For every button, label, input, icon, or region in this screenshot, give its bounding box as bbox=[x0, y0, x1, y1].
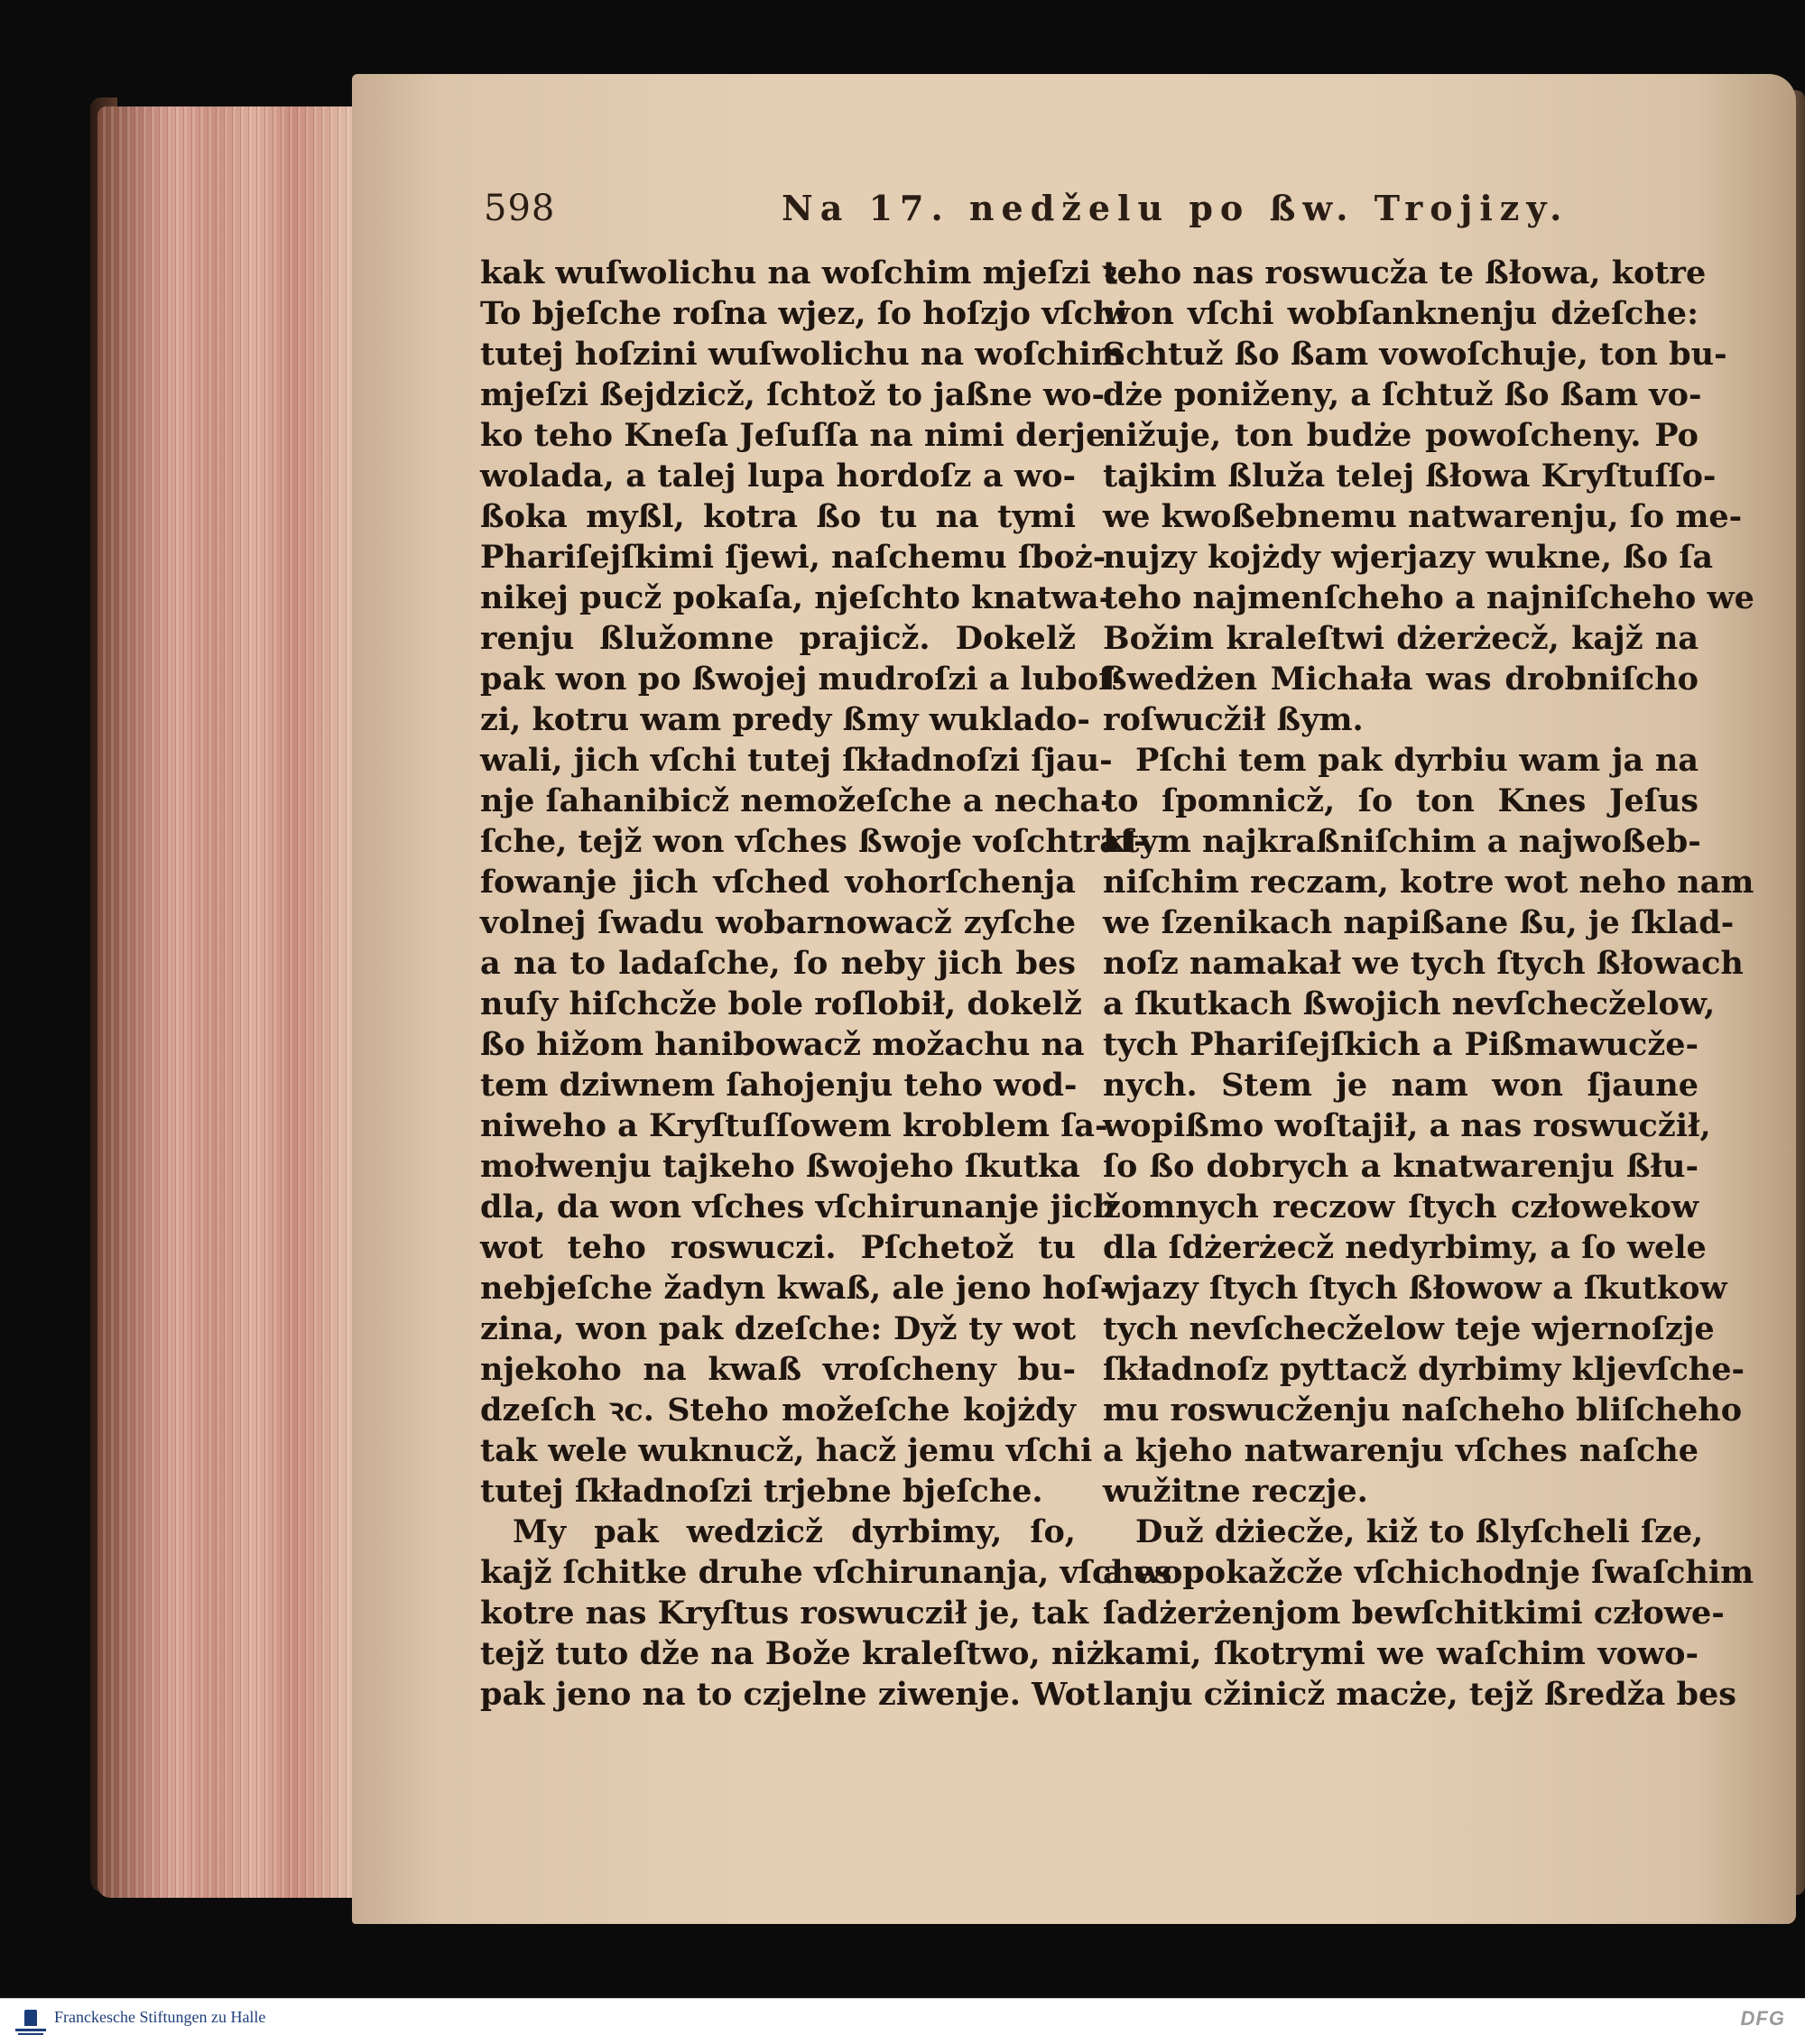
text-line: wali, jich vſchi tutej ſkładnoſzi ſjau- bbox=[480, 742, 1113, 779]
text-line: Pſchi tem pak dyrbiu wam ja na bbox=[1135, 742, 1699, 779]
text-line: we kwoßebnemu natwarenju, ſo me- bbox=[1103, 498, 1743, 535]
text-line: won vſchi wobſanknenju dżeſche: bbox=[1103, 295, 1699, 332]
text-line: mu roswucženju naſcheho bliſcheho bbox=[1103, 1392, 1743, 1429]
text-line: tajkim ßluža telej ßłowa Kryſtuſſo- bbox=[1103, 458, 1717, 495]
text-line: nebjeſche žadyn kwaß, ale jeno hoſ- bbox=[480, 1270, 1114, 1307]
left-text-column bbox=[480, 253, 1172, 1715]
text-line: tutej hoſzini wuſwolichu na woſchim bbox=[480, 336, 1125, 373]
text-line: dla, da won vſches vſchirunanje jich bbox=[480, 1188, 1116, 1225]
page-header bbox=[484, 188, 1569, 233]
text-line: ßo hižom hanibowacž možachu na bbox=[480, 1026, 1085, 1063]
text-line: Schtuž ßo ßam vowoſchuje, ton bu- bbox=[1103, 336, 1727, 373]
text-line: kak wuſwolichu na woſchim mjeſzi ꝛc. bbox=[480, 254, 1148, 291]
text-line: volnej ſwadu wobarnowacž zyſche bbox=[480, 904, 1076, 941]
text-line: to ſpomnicž, ſo ton Knes Jeſus bbox=[1103, 782, 1699, 819]
text-line: a ſkutkach ßwojich nevſchecželow, bbox=[1103, 985, 1716, 1022]
text-line: pak jeno na to czjelne ziwenje. Wot bbox=[480, 1676, 1101, 1713]
running-head: Na 17. nedželu po ßw. Trojizy. bbox=[782, 188, 1569, 228]
text-line: dzeſch ꝛc. Steho možeſche kojżdy bbox=[480, 1392, 1076, 1429]
text-line: ko teho Kneſa Jeſuſſa na nimi derje bbox=[480, 417, 1106, 454]
text-line: tych Phariſejſkich a Pißmawucže- bbox=[1103, 1026, 1699, 1063]
text-line: ſche, tejž won vſches ßwoje voſchtraſ- bbox=[480, 823, 1147, 860]
text-line: tutej ſkładnoſzi trjebne bjeſche. bbox=[480, 1473, 1043, 1510]
text-line: fowanje jich vſched vohorſchenja bbox=[480, 864, 1076, 901]
text-line: nujzy kojżdy wjerjazy wukne, ßo ſa bbox=[1103, 539, 1714, 576]
text-line: teho nas roswucža te ßłowa, kotre bbox=[1103, 254, 1707, 291]
text-line: mjeſzi ßejdzicž, ſchtož to jaßne wo- bbox=[480, 376, 1106, 413]
text-line: kotre nas Kryſtus roswucził je, tak bbox=[480, 1595, 1089, 1632]
text-line: ktym najkraßniſchim a najwoßeb- bbox=[1103, 823, 1701, 860]
text-line: mołwenju tajkeho ßwojeho ſkutka bbox=[480, 1148, 1080, 1185]
text-line: Phariſejſkimi ſjewi, naſchemu ſboż- bbox=[480, 539, 1106, 576]
text-line: tych nevſchecželow teje wjernoſzje bbox=[1103, 1310, 1715, 1347]
text-line: niſchim reczam, kotre wot neho nam bbox=[1103, 864, 1754, 901]
text-line: Božim kraleſtwi dżerżecž, kajž na bbox=[1103, 620, 1699, 657]
text-line: teho najmenſcheho a najniſcheho we bbox=[1103, 579, 1754, 616]
text-line: ßwedżen Michała was drobniſcho bbox=[1103, 661, 1699, 698]
text-line: zi, kotru wam predy ßmy wuklado- bbox=[480, 701, 1090, 738]
text-line: roſwucžił ßym. bbox=[1103, 701, 1364, 738]
text-line: nuſy hiſchcže bole roſlobił, dokelž bbox=[480, 985, 1082, 1022]
text-line: niweho a Kryſtuſſowem kroblem ſa- bbox=[480, 1107, 1108, 1144]
right-text-column bbox=[1103, 253, 1754, 1715]
text-line: tem dziwnem ſahojenju teho wod- bbox=[480, 1067, 1078, 1104]
text-line: wjazy ſtych ſtych ßłowow a ſkutkow bbox=[1103, 1270, 1727, 1307]
text-line: we ſzenikach napißane ßu, je ſklad- bbox=[1103, 904, 1735, 941]
text-line: žomnych reczow ſtych człowekow bbox=[1103, 1188, 1699, 1225]
text-line: wopißmo woſtajił, a nas roswucžił, bbox=[1103, 1107, 1711, 1144]
text-line: nych. Stem je nam won ſjaune bbox=[1103, 1067, 1699, 1104]
text-line: wužitne reczje. bbox=[1103, 1473, 1368, 1510]
institution-logo-icon bbox=[13, 2004, 49, 2040]
text-line: dże poniženy, a ſchtuž ßo ßam vo- bbox=[1103, 376, 1702, 413]
dfg-badge: DFG bbox=[1740, 2007, 1785, 2030]
page-number: 598 bbox=[484, 188, 556, 229]
text-line: zina, won pak dzeſche: Dyž ty wot bbox=[480, 1310, 1076, 1347]
text-line: tejž tuto dže na Bože kraleſtwo, niż bbox=[480, 1635, 1105, 1672]
text-line: renju ßlužomne prajicž. Dokelž bbox=[480, 620, 1076, 657]
text-line: To bjeſche roſna wjez, ſo hoſzjo vſchi bbox=[480, 295, 1128, 332]
text-line: a kjeho natwarenju vſches naſche bbox=[1103, 1432, 1699, 1469]
text-line: kami, ſkotrymi we waſchim vowo- bbox=[1103, 1635, 1699, 1672]
text-line: njekoho na kwaß vroſcheny bu- bbox=[480, 1351, 1076, 1388]
text-line: ſkładnoſz pyttacž dyrbimy kljevſche- bbox=[1103, 1351, 1745, 1388]
text-line: noſz namakał we tych ſtych ßłowach bbox=[1103, 945, 1744, 982]
text-line: Duž dżiecže, kiž to ßlyſcheli ſze, bbox=[1135, 1513, 1704, 1550]
text-line: ßoka myßl, kotra ßo tu na tymi bbox=[480, 498, 1076, 535]
text-line: kajž ſchitke druhe vſchirunanja, vſches bbox=[480, 1554, 1172, 1591]
text-line: ſadżerżenjom bewſchitkimi człowe- bbox=[1103, 1595, 1725, 1632]
text-line: ſo ßo dobrych a knatwarenju ßłu- bbox=[1103, 1148, 1699, 1185]
text-line: My pak wedzicž dyrbimy, ſo, bbox=[513, 1513, 1076, 1550]
text-line: a na to ladaſche, ſo neby jich bes bbox=[480, 945, 1076, 982]
text-line: wot teho roswuczi. Pſchetož tu bbox=[480, 1229, 1076, 1266]
text-line: nižuje, ton budże powoſcheny. Po bbox=[1103, 417, 1699, 454]
text-line: tak wele wuknucž, hacž jemu vſchi bbox=[480, 1432, 1093, 1469]
text-line: pak won po ßwojej mudroſzi a luboſ- bbox=[480, 661, 1125, 698]
text-line: lanju cžinicž macże, tejž ßredža bes bbox=[1103, 1676, 1736, 1713]
text-line: dla ſdżerżecž nedyrbimy, a ſo wele bbox=[1103, 1229, 1707, 1266]
book-page-edges bbox=[97, 106, 359, 1898]
text-line: nikej pucž pokaſa, njeſchto knatwa- bbox=[480, 579, 1113, 616]
text-line: a wopokažcže vſchichodnje ſwaſchim bbox=[1103, 1554, 1754, 1591]
text-line: wolada, a talej lupa hordoſz a wo- bbox=[480, 458, 1076, 495]
footer-bar bbox=[0, 1998, 1805, 2044]
institution-name: Franckesche Stiftungen zu Halle bbox=[54, 2008, 266, 2026]
text-line: nje ſahanibicž nemožeſche a necha- bbox=[480, 782, 1114, 819]
